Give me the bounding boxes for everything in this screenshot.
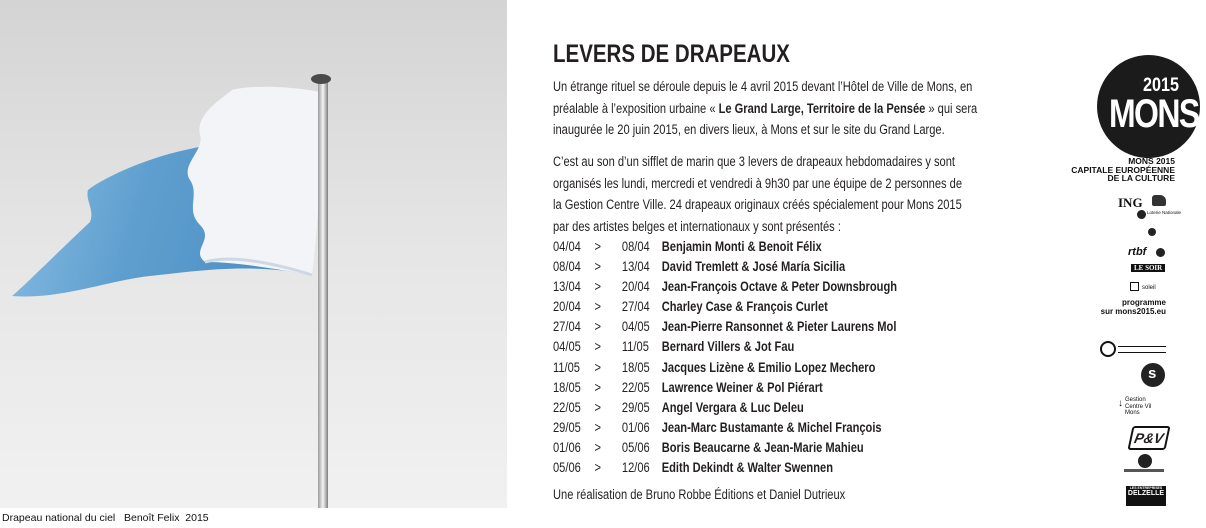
schedule-row	[553, 418, 897, 438]
arrow: >	[594, 399, 601, 415]
logo-name: MONS	[1109, 92, 1199, 136]
artists: Lawrence Weiner & Pol Piérart	[661, 379, 823, 395]
arrow: >	[594, 319, 601, 335]
schedule-row	[553, 257, 897, 277]
description-line-3: la Gestion Centre Ville. 24 drapeaux originaux créés spécialement pour Mons 2015	[553, 197, 962, 212]
intro-line-3: inaugurée le 20 juin 2015, en divers lieux, à Mons et sur le site du Grand Large.	[553, 122, 945, 137]
artists: Jean-Pierre Ransonnet & Pieter Laurens Mol	[661, 319, 897, 335]
date-to: 29/05	[621, 399, 650, 415]
loterie-icon	[1137, 210, 1146, 219]
date-from: 22/05	[553, 399, 581, 415]
delzelle-logo	[1126, 486, 1166, 506]
date-to: 20/04	[621, 279, 650, 295]
date-to: 18/05	[621, 359, 650, 375]
schedule-row	[553, 277, 897, 297]
date-to: 08/04	[621, 239, 650, 254]
capitale-culture-label	[1062, 157, 1175, 183]
arrow: >	[594, 299, 601, 315]
intro-paragraph	[553, 76, 1001, 141]
artists: Bernard Villers & Jot Fau	[661, 339, 795, 355]
ing-logo: ING	[1118, 195, 1143, 210]
artists: Edith Dekindt & Walter Swennen	[661, 460, 833, 476]
flag-photo	[0, 0, 507, 508]
schedule-row	[553, 378, 897, 398]
programme-line-1: programme	[1121, 298, 1166, 307]
lesoir-logo: LE SOIR	[1131, 264, 1165, 272]
development-bar	[1124, 469, 1164, 472]
logo-year: 2015	[1143, 75, 1179, 96]
artists: Jean-Marc Bustamante & Michel François	[661, 419, 882, 435]
schedule-row	[553, 358, 897, 378]
artists: Boris Beaucarne & Jean-Marie Mahieu	[661, 439, 864, 455]
soleil-icon	[1130, 282, 1139, 291]
arrow: >	[594, 279, 601, 295]
description-line-2: organisés les lundi, mercredi et vendredi à 9h30 par une équipe de 2 personnes de	[553, 175, 963, 191]
schedule-row	[553, 237, 897, 257]
flagpole-cap	[311, 74, 331, 84]
programme-note	[1100, 299, 1166, 316]
description-line-1: C’est au son d’un sifflet de marin que 3 levers de drapeaux hebdomadaires y sont	[553, 154, 956, 169]
gestion-line-1: Gestion	[1125, 397, 1146, 403]
artists: Angel Vergara & Luc Deleu	[661, 399, 804, 415]
flag-cloud	[188, 87, 321, 275]
artists: Jean-François Octave & Peter Downsbrough	[661, 279, 898, 295]
delzelle-name: DELZELLE	[1127, 490, 1165, 497]
sponsor-round-icon	[1148, 228, 1156, 236]
date-from: 13/04	[553, 279, 581, 295]
date-to: 05/06	[621, 439, 650, 455]
programme-line-2: sur mons2015.eu	[1100, 306, 1166, 316]
date-to: 11/05	[621, 339, 649, 355]
mons2015-logo	[1097, 55, 1200, 158]
rtbf-dot-icon	[1156, 248, 1165, 257]
date-from: 29/05	[553, 419, 581, 435]
arrow: >	[594, 359, 601, 375]
date-from: 05/06	[553, 460, 581, 476]
intro-line-1: Un étrange rituel se déroule depuis le 4 avril 2015 devant l’Hôtel de Ville de Mons, en	[553, 79, 973, 94]
artists: Jacques Lizène & Emilio Lopez Mechero	[661, 359, 876, 375]
date-to: 12/06	[621, 460, 650, 476]
artists: Charley Case & François Curlet	[661, 299, 828, 315]
date-to: 13/04	[621, 259, 650, 275]
page-title: LEVERS DE DRAPEAUX	[553, 40, 790, 68]
date-to: 27/04	[621, 299, 650, 315]
schedule-list	[553, 237, 897, 478]
exhibition-name: Le Grand Large, Territoire de la Pensée	[718, 100, 926, 116]
date-from: 18/05	[553, 379, 581, 395]
gestion-line-3: Mons	[1125, 410, 1140, 417]
arrow: >	[594, 339, 601, 355]
n-logo-lines	[1118, 346, 1166, 353]
date-from: 04/04	[553, 239, 581, 254]
description-paragraph	[553, 151, 1001, 237]
rtbf-logo: rtbf	[1128, 246, 1147, 258]
photo-caption: Drapeau national du ciel Benoît Felix 2015	[2, 512, 209, 524]
schedule-row	[553, 458, 897, 478]
credit-line: Une réalisation de Bruno Robbe Éditions et Daniel Dutrieux	[553, 487, 846, 502]
intro-line-2-after: » qui sera	[925, 100, 978, 116]
ing-lion-icon	[1152, 195, 1166, 206]
schedule-row	[553, 297, 897, 317]
n-logo-icon	[1100, 341, 1116, 357]
arrow: >	[594, 439, 601, 455]
flag-illustration	[0, 0, 507, 508]
description-line-4: par des artistes belges et internationaux y sont présentés :	[553, 218, 841, 234]
arrow: >	[594, 419, 601, 435]
schedule-row	[553, 398, 897, 418]
date-to: 01/06	[621, 419, 650, 435]
artists: Benjamin Monti & Benoit Félix	[661, 239, 822, 254]
capitale-line-3: DE LA CULTURE	[1107, 173, 1175, 184]
date-from: 08/04	[553, 259, 581, 275]
pv-logo: P&V	[1127, 426, 1170, 450]
date-from: 04/05	[553, 339, 581, 355]
date-from: 27/04	[553, 319, 581, 335]
capitale-line-2: CAPITALE EUROPÉENNE	[1071, 164, 1175, 175]
date-to: 22/05	[621, 379, 650, 395]
delzelle-tag: LES ENTREPRISES	[1129, 486, 1163, 490]
date-from: 20/04	[553, 299, 581, 315]
date-to: 04/05	[621, 319, 650, 335]
gestion-centre-ville-logo	[1125, 397, 1151, 417]
loterie-logo: Loterie Nationale	[1147, 210, 1182, 215]
gestion-arrow-icon: ↓	[1118, 398, 1123, 409]
date-from: 11/05	[553, 359, 580, 375]
arrow: >	[594, 239, 601, 254]
artists: David Tremlett & José María Sicilia	[661, 259, 846, 275]
schedule-row	[553, 317, 897, 337]
s-logo-letter: s	[1148, 365, 1157, 382]
flagpole	[318, 82, 328, 508]
intro-line-2	[553, 98, 1001, 120]
schedule-row	[553, 438, 897, 458]
schedule-row	[553, 337, 897, 357]
date-from: 01/06	[553, 439, 581, 455]
development-icon	[1138, 454, 1152, 468]
gestion-line-2: Centre Vil	[1125, 403, 1152, 410]
arrow: >	[594, 259, 601, 275]
arrow: >	[594, 460, 601, 476]
capitale-line-1: MONS 2015	[1128, 156, 1175, 166]
intro-line-2-before: préalable à l’exposition urbaine «	[553, 100, 719, 116]
soleil-logo: soleil	[1142, 285, 1156, 291]
arrow: >	[594, 379, 601, 395]
